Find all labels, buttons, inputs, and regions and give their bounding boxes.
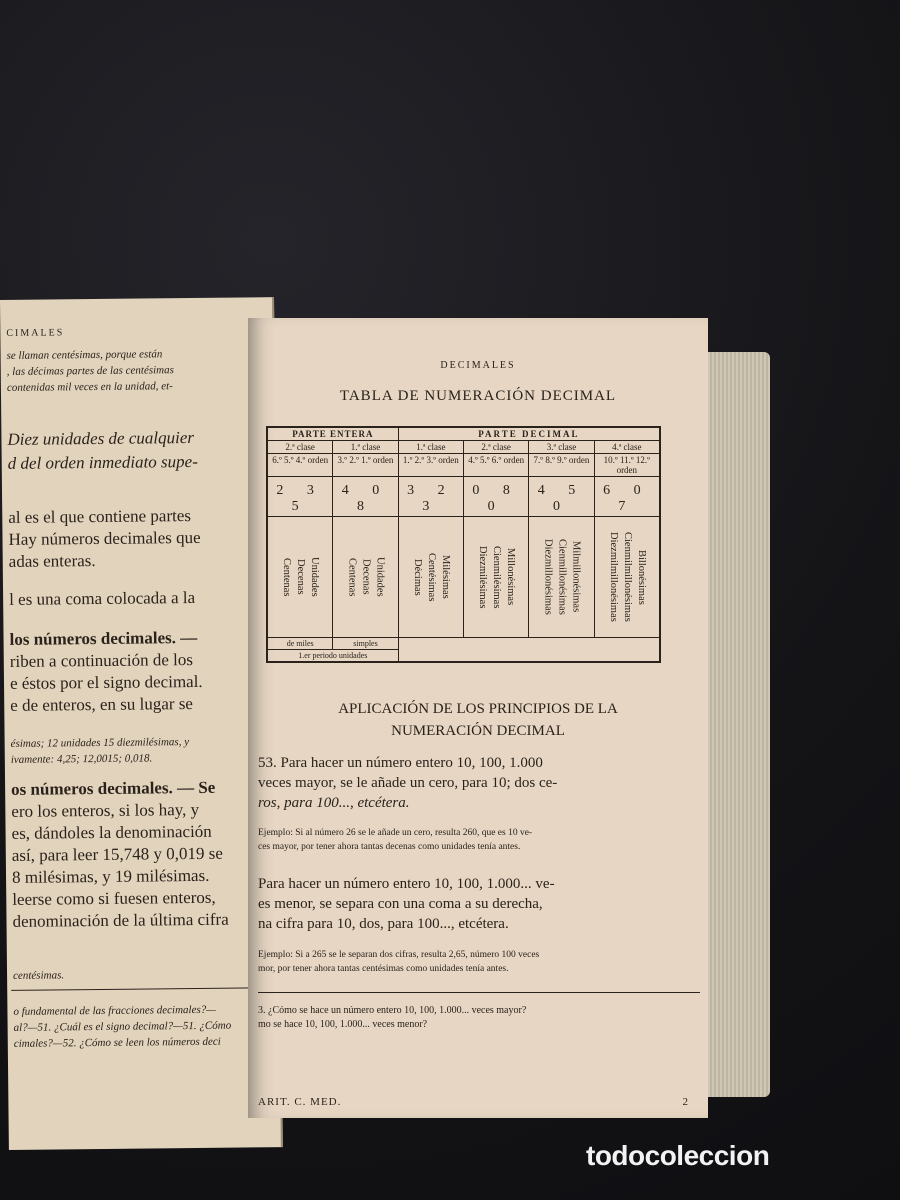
place-name: Centésimas <box>425 552 437 602</box>
left-line: leerse como si fuesen enteros, <box>12 887 216 909</box>
left-line: riben a continuación de los <box>9 649 194 671</box>
left-line: e éstos por el signo decimal. <box>9 671 203 693</box>
place-name: Cienmilésimas <box>491 545 503 609</box>
page-rule <box>258 992 700 993</box>
book-page-edges <box>700 352 770 1097</box>
place-name: Milésimas <box>439 555 451 599</box>
orden-cell: 7.º 8.º 9.º orden <box>529 454 594 477</box>
right-page <box>248 318 708 1118</box>
left-rule <box>11 987 275 991</box>
clase-cell: 2.ª clase <box>267 441 333 454</box>
place-name: Décimas <box>411 558 423 596</box>
page-footer: ARIT. C. MED. <box>258 1096 342 1108</box>
names-cell <box>529 517 594 638</box>
clase-cell: 1.ª clase <box>398 441 463 454</box>
page-header: DECIMALES <box>440 360 516 371</box>
left-line: es, dándoles la denominación <box>11 821 212 843</box>
left-line: denominación de la última cifra <box>12 909 229 931</box>
left-line: contenidas mil veces en la unidad, et- <box>6 380 173 394</box>
blank-cell <box>398 638 660 650</box>
place-name: Cienmillonésimas <box>556 539 568 615</box>
left-header: CIMALES <box>6 327 65 339</box>
blank-cell <box>398 650 660 663</box>
example-line: Ejemplo: Si a 265 se le separan dos cifras, resulta 2,65, número 100 veces <box>258 950 540 960</box>
example-line: ces mayor, por tener ahora tantas decenas como unidades tenía antes. <box>258 842 521 852</box>
place-name: Billonésimas <box>635 549 647 605</box>
names-cell <box>267 517 333 638</box>
left-footnote: centésimas. <box>13 969 65 982</box>
parte-entera-header: PARTE ENTERA <box>267 427 398 441</box>
orden-cell: 1.º 2.º 3.º orden <box>398 454 463 477</box>
place-name: Diezmillonésimas <box>542 539 554 615</box>
place-name: Millonésimas <box>505 548 517 606</box>
paragraph-53-line: veces mayor, se le añade un cero, para 10; dos ce- <box>258 775 558 791</box>
simples-label: simples <box>333 638 398 650</box>
paragraph-53-line: 53. Para hacer un número entero 10, 100, 1.000 <box>258 755 543 771</box>
clase-cell: 4.ª clase <box>594 441 660 454</box>
left-line: así, para leer 15,748 y 0,019 se <box>11 843 223 865</box>
de-miles-label: de miles <box>267 638 333 650</box>
left-question: cimales?—52. ¿Cómo se leen los números deci <box>13 1035 221 1050</box>
left-question: al?—51. ¿Cuál es el signo decimal?—51. ¿Cómo <box>13 1019 232 1034</box>
left-line: se llaman centésimas, porque están <box>6 348 163 362</box>
names-cell <box>333 517 398 638</box>
names-cell <box>463 517 528 638</box>
place-name: Decenas <box>295 559 307 595</box>
watermark-logo: todocoleccion <box>586 1140 770 1171</box>
clase-cell: 3.ª clase <box>529 441 594 454</box>
digits-cell: 0 8 0 <box>463 477 528 517</box>
left-line: e de enteros, en su lugar se <box>10 694 194 715</box>
digits-cell: 4 0 8 <box>333 477 398 517</box>
left-line: Diez unidades de cualquier <box>7 427 195 449</box>
example-line: Ejemplo: Si al número 26 se le añade un cero, resulta 260, que es 10 ve- <box>258 828 533 838</box>
parte-decimal-header: PARTE DECIMAL <box>398 427 660 441</box>
names-cell <box>398 517 463 638</box>
question-line: 3. ¿Cómo se hace un número entero 10, 100, 1.000... veces mayor? <box>258 1005 527 1016</box>
periodo-label: 1.er periodo unidades <box>267 650 398 663</box>
names-cell <box>594 517 660 638</box>
paragraph-line: na cifra para 10, dos, para 100..., etcétera. <box>258 916 509 932</box>
question-line: mo se hace 10, 100, 1.000... veces menor? <box>258 1019 428 1030</box>
left-heading: los números decimales. — <box>9 627 198 649</box>
left-line: adas enteras. <box>8 551 96 571</box>
section-title <box>248 698 708 742</box>
place-name: Unidades <box>374 557 386 597</box>
left-line: ero los enteros, si los hay, y <box>11 799 200 821</box>
page-signature: 2 <box>682 1096 688 1108</box>
left-line: d del orden inmediato supe- <box>7 451 198 473</box>
left-line: l es una coma colocada a la <box>9 587 196 609</box>
numeration-table <box>266 426 661 663</box>
section-title-line: APLICACIÓN DE LOS PRINCIPIOS DE LA <box>338 701 618 717</box>
left-heading: os números decimales. — Se <box>11 777 216 799</box>
orden-cell: 10.º 11.º 12.º orden <box>594 454 660 477</box>
digits-cell: 3 2 3 <box>398 477 463 517</box>
orden-cell: 4.º 5.º 6.º orden <box>463 454 528 477</box>
paragraph-53-line: ros, para 100..., etcétera. <box>258 795 410 811</box>
left-line: al es el que contiene partes <box>8 506 192 527</box>
orden-cell: 3.º 2.º 1.º orden <box>333 454 398 477</box>
table-title: TABLA DE NUMERACIÓN DECIMAL <box>339 388 617 404</box>
place-name: Centenas <box>346 557 358 597</box>
example-line: mor, por tener ahora tantas centésimas como unidades tenía antes. <box>258 964 509 974</box>
paragraph-line: es menor, se separa con una coma a su derecha, <box>258 896 543 912</box>
place-name: Unidades <box>309 557 321 597</box>
digits-cell: 4 5 0 <box>529 477 594 517</box>
orden-cell: 6.º 5.º 4.º orden <box>267 454 333 477</box>
place-name: Milmillonésimas <box>570 541 582 613</box>
left-line: Hay números decimales que <box>8 527 201 549</box>
place-name: Centenas <box>281 557 293 597</box>
clase-cell: 1.ª clase <box>333 441 398 454</box>
place-name: Decenas <box>360 559 372 595</box>
left-line: ésimas; 12 unidades 15 diezmilésimas, y <box>10 736 190 750</box>
left-line: ivamente: 4,25; 12,0015; 0,018. <box>10 752 153 766</box>
left-page <box>0 297 283 1150</box>
place-name: Diezmilmillonésimas <box>607 532 619 622</box>
paragraph-line: Para hacer un número entero 10, 100, 1.000... ve- <box>258 876 555 892</box>
left-line: 8 milésimas, y 19 milésimas. <box>11 865 210 887</box>
digits-cell: 2 3 5 <box>267 477 333 517</box>
digits-cell: 6 0 7 <box>594 477 660 517</box>
left-line: , las décimas partes de las centésimas <box>6 364 174 378</box>
section-title-line: NUMERACIÓN DECIMAL <box>391 723 565 739</box>
clase-cell: 2.ª clase <box>463 441 528 454</box>
left-question: o fundamental de las fracciones decimales?— <box>13 1003 217 1018</box>
place-name: Cienmilmillonésimas <box>621 532 633 622</box>
place-name: Diezmilésimas <box>477 545 489 609</box>
